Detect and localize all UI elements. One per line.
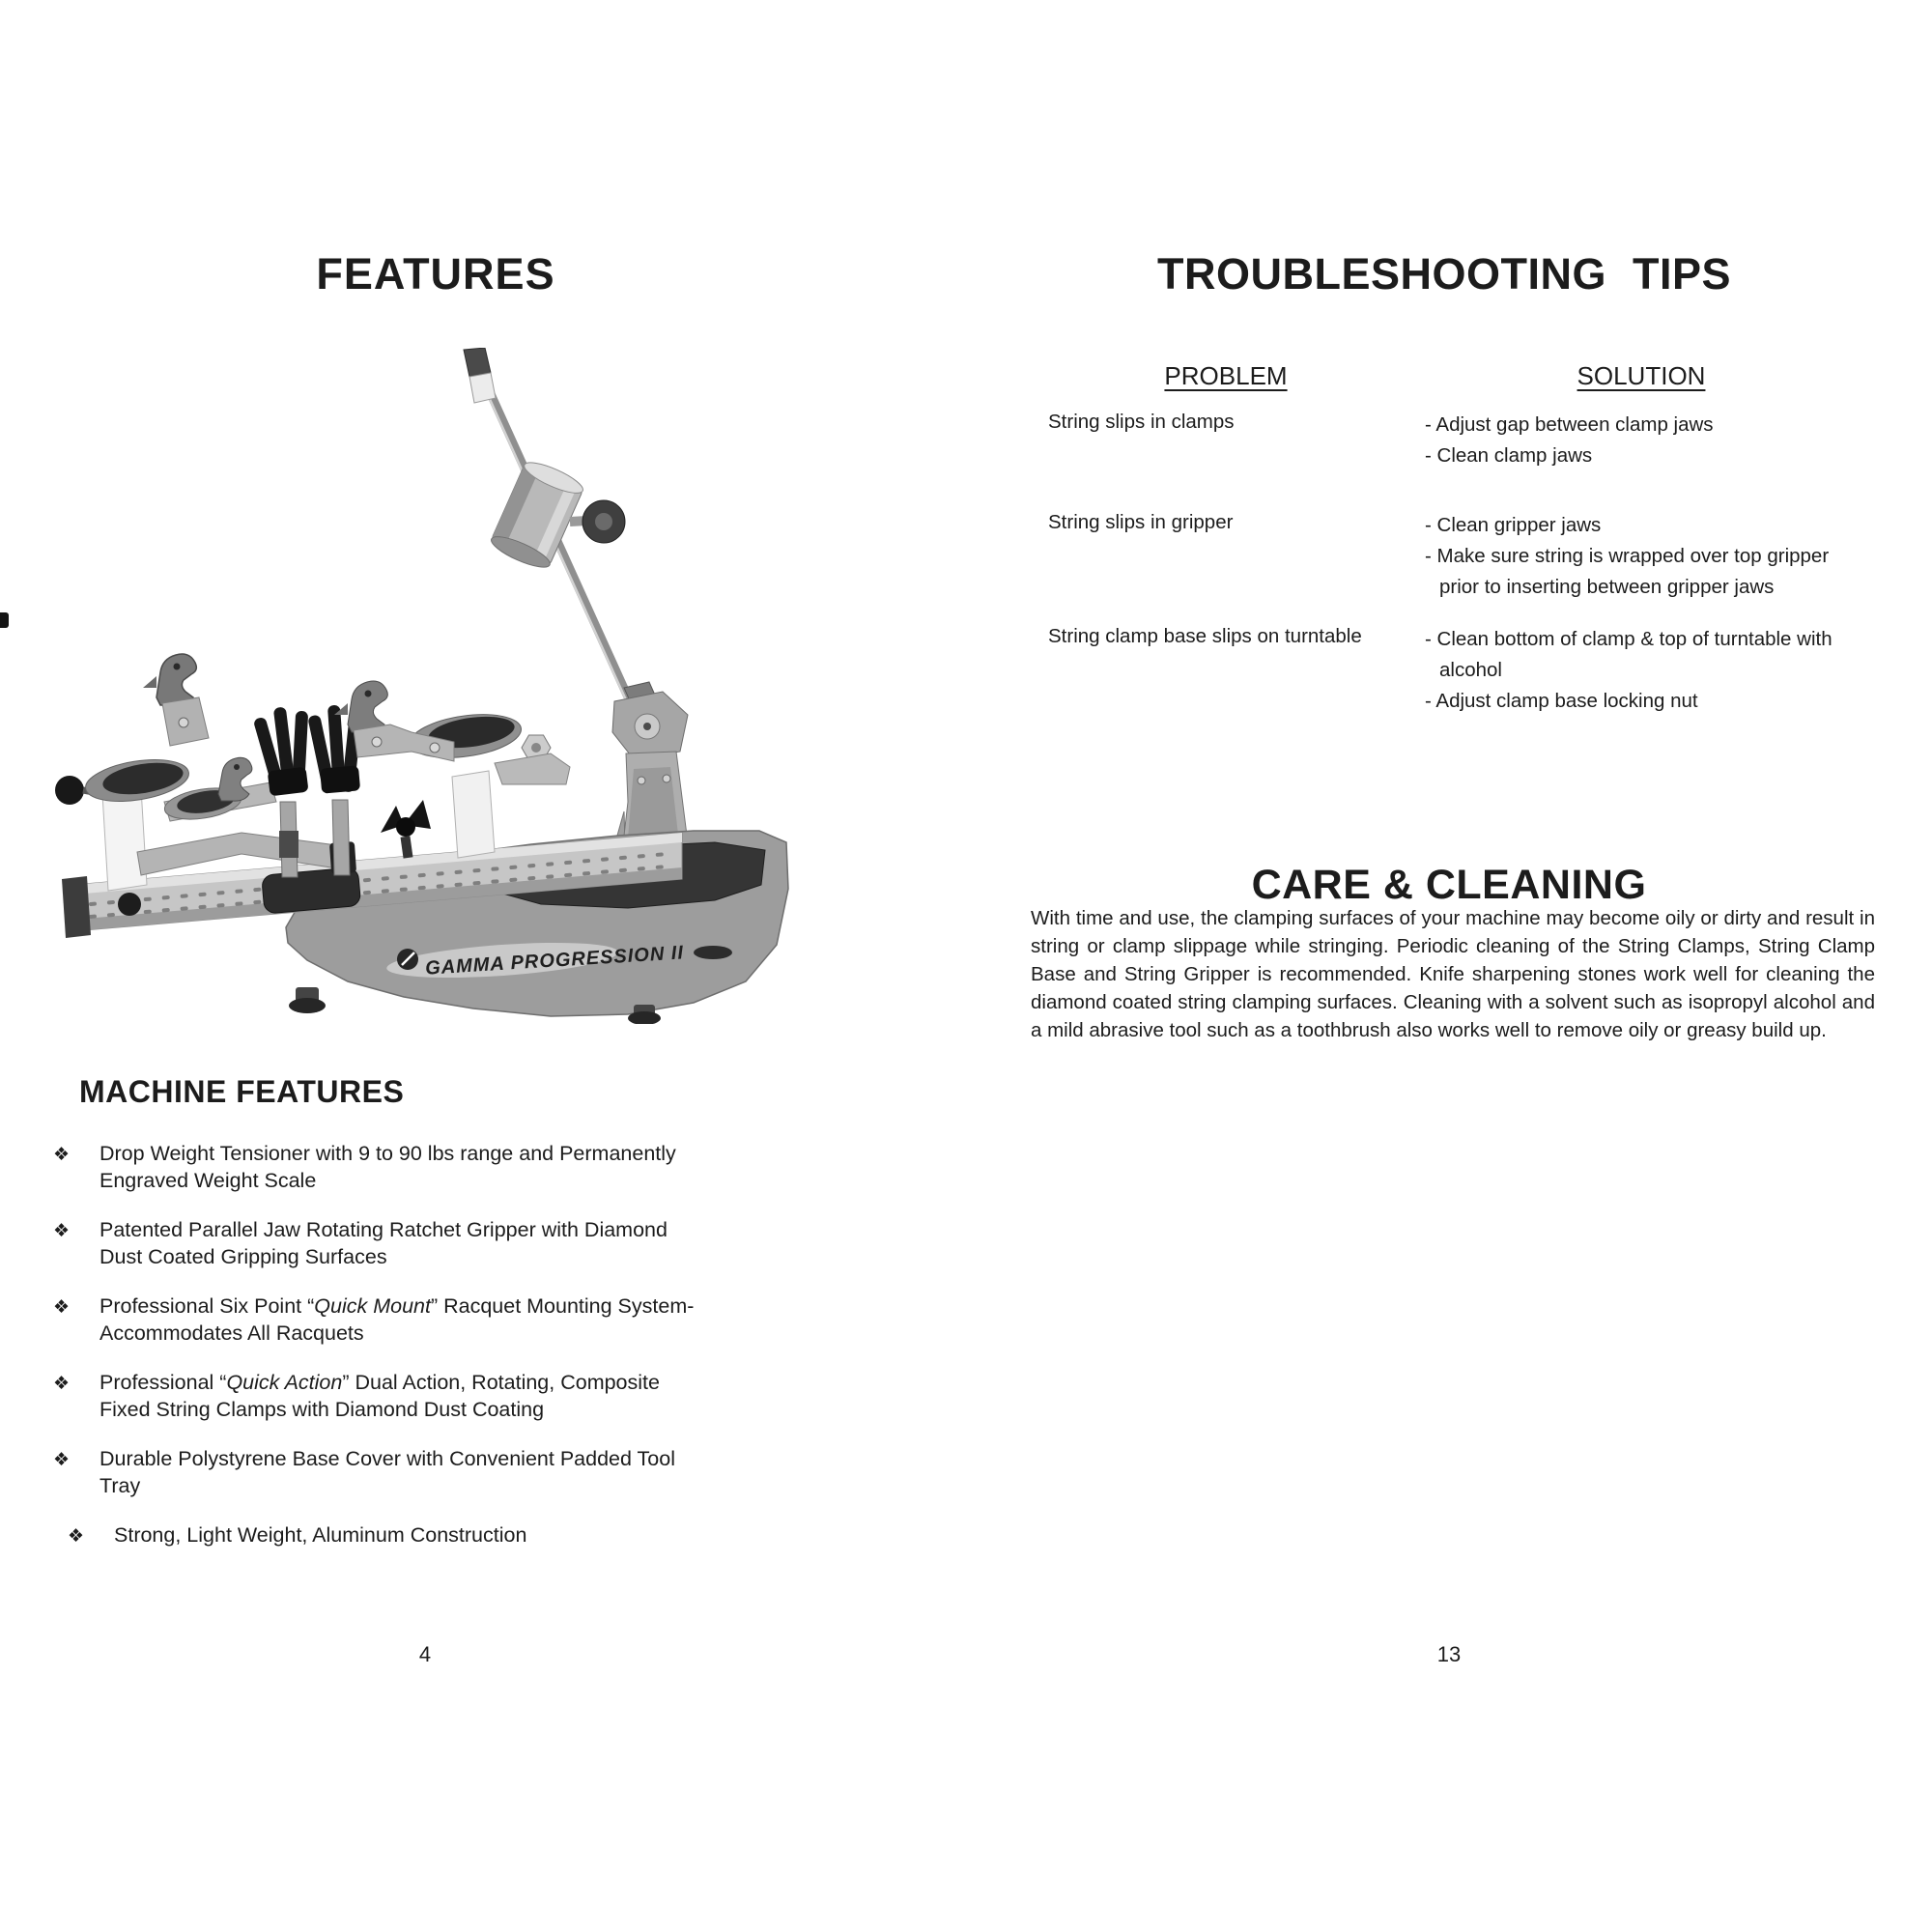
solution-line: alcohol bbox=[1439, 659, 1502, 681]
bullet-line: Strong, Light Weight, Aluminum Construction bbox=[114, 1523, 527, 1547]
diamond-bullet-icon: ❖ bbox=[53, 1374, 71, 1394]
feature-bullet bbox=[53, 1216, 720, 1270]
machine-features-heading: MACHINE FEATURES bbox=[79, 1074, 405, 1109]
racquet-clamp-icon bbox=[348, 681, 387, 732]
bullet-line: Dust Coated Gripping Surfaces bbox=[99, 1245, 387, 1268]
problem-cell: String slips in gripper bbox=[1048, 511, 1234, 533]
solution-line: - Adjust clamp base locking nut bbox=[1425, 690, 1698, 712]
bullet-line: Professional “Quick Action” Dual Action, Rotating, Composite bbox=[99, 1371, 660, 1394]
feature-bullet bbox=[53, 1140, 720, 1194]
troubleshooting-page-title: TROUBLESHOOTING TIPS bbox=[1156, 249, 1731, 298]
stringing-machine-photo bbox=[48, 348, 792, 1024]
solution-cell bbox=[1425, 410, 1889, 471]
solution-line: - Clean clamp jaws bbox=[1425, 444, 1593, 467]
problem-cell: String slips in clamps bbox=[1048, 411, 1235, 433]
diamond-bullet-icon: ❖ bbox=[53, 1297, 71, 1318]
racquet-clamp-icon bbox=[156, 654, 196, 705]
wing-knob-icon bbox=[396, 817, 415, 837]
solution-line: - Adjust gap between clamp jaws bbox=[1425, 413, 1714, 436]
care-cleaning-paragraph: With time and use, the clamping surfaces of your machine may become oily or dirty and result in string or clamp slippage while stringing. Periodic cleaning of the String Clamps, String Clamp Base and String Gripper is recommended. Knife sharpening stones work well for cleaning the diamond coated string clamping surfaces. Cleaning with a solvent such as isopropyl alcohol and a mild abrasive tool such as a toothbrush also works well to remove oily or greasy build up. bbox=[1031, 907, 1875, 1041]
feature-bullet bbox=[68, 1521, 720, 1550]
drop-weight-icon bbox=[488, 457, 586, 573]
diamond-bullet-icon: ❖ bbox=[53, 1221, 71, 1241]
diamond-bullet-icon: ❖ bbox=[53, 1450, 71, 1470]
care-cleaning-heading: CARE & CLEANING bbox=[1251, 862, 1647, 908]
solution-line: prior to inserting between gripper jaws bbox=[1439, 576, 1775, 598]
features-page-title: FEATURES bbox=[316, 249, 555, 298]
bullet-line: Drop Weight Tensioner with 9 to 90 lbs range and Permanently bbox=[99, 1142, 676, 1165]
solution-line: - Make sure string is wrapped over top gripper bbox=[1425, 545, 1830, 567]
bullet-line: Engraved Weight Scale bbox=[99, 1169, 317, 1192]
page-number-left: 4 bbox=[418, 1642, 432, 1666]
solution-line: - Clean gripper jaws bbox=[1425, 514, 1602, 536]
bullet-line: Professional Six Point “Quick Mount” Racquet Mounting System- bbox=[99, 1294, 695, 1318]
solution-cell bbox=[1425, 510, 1889, 603]
feature-bullet bbox=[53, 1293, 720, 1347]
bullet-line: Fixed String Clamps with Diamond Dust Coating bbox=[99, 1398, 545, 1421]
tension-knob-icon bbox=[570, 500, 625, 543]
diamond-bullet-icon: ❖ bbox=[68, 1526, 85, 1547]
scan-artifact bbox=[0, 612, 9, 628]
problem-column-header: PROBLEM bbox=[1164, 361, 1288, 390]
bullet-line: Patented Parallel Jaw Rotating Ratchet Gripper with Diamond bbox=[99, 1218, 668, 1241]
machine-brand-text: GAMMA PROGRESSION II bbox=[424, 942, 685, 980]
feature-bullet bbox=[53, 1445, 720, 1499]
solution-column-header: SOLUTION bbox=[1577, 361, 1706, 390]
bullet-line: Accommodates All Racquets bbox=[99, 1321, 364, 1345]
center-mount-assembly-icon bbox=[334, 681, 570, 859]
racquet-clamp-icon bbox=[218, 757, 252, 801]
bullet-line: Durable Polystyrene Base Cover with Convenient Padded Tool bbox=[99, 1447, 675, 1470]
bullet-line: Tray bbox=[99, 1474, 141, 1497]
problem-cell: String clamp base slips on turntable bbox=[1048, 625, 1362, 647]
solution-line: - Clean bottom of clamp & top of turntable with bbox=[1425, 628, 1833, 650]
machine-features-list bbox=[53, 1140, 720, 1573]
feature-bullet bbox=[53, 1369, 720, 1423]
diamond-bullet-icon: ❖ bbox=[53, 1145, 71, 1165]
page-number-right: 13 bbox=[1436, 1642, 1462, 1666]
solution-cell bbox=[1425, 624, 1889, 717]
